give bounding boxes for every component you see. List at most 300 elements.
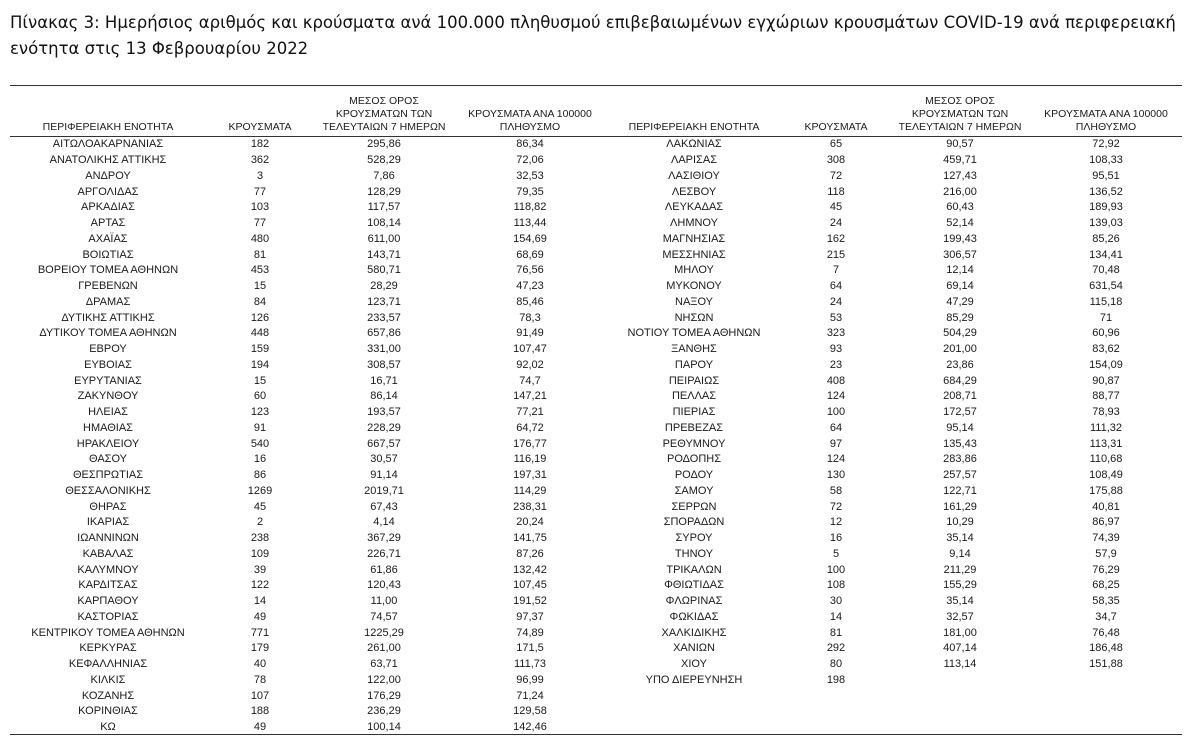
- cell-cases: 448: [250, 327, 270, 340]
- table-row: [10, 468, 606, 484]
- cell-region: ΑΝΑΤΟΛΙΚΗΣ ΑΤΤΙΚΗΣ: [49, 154, 167, 167]
- cell-avg7: 236,29: [367, 705, 401, 718]
- cell-per100k: 139,03: [1089, 217, 1123, 230]
- cell-avg7: 4,14: [373, 516, 395, 529]
- cell-region: ΧΑΝΙΩΝ: [673, 642, 715, 655]
- cell-cases: 72: [829, 500, 843, 513]
- cell-region: ΑΧΑΪΑΣ: [88, 232, 128, 245]
- table-row: [10, 578, 606, 594]
- cell-region: ΜΗΛΟΥ: [674, 264, 714, 277]
- cell-avg7: 407,14: [943, 642, 977, 655]
- table-row: [606, 137, 1182, 153]
- cell-per100k: 176,77: [513, 437, 547, 450]
- cell-per100k: 114,29: [513, 484, 547, 497]
- cell-avg7: 161,29: [943, 500, 977, 513]
- cell-avg7: 257,57: [943, 469, 977, 482]
- table-row: [10, 515, 606, 531]
- cell-per100k: 71: [1099, 311, 1113, 324]
- cell-region: ΙΚΑΡΙΑΣ: [86, 516, 130, 529]
- cell-cases: 64: [829, 421, 843, 434]
- table-row: [10, 688, 606, 704]
- cell-per100k: 72,06: [516, 154, 544, 167]
- table-row: [606, 673, 1182, 689]
- table-row: [606, 358, 1182, 374]
- table-row: [606, 468, 1182, 484]
- cell-avg7: 176,29: [367, 689, 401, 702]
- table-row: [10, 200, 606, 216]
- cell-cases: 118: [827, 185, 845, 198]
- table-row: [10, 137, 606, 153]
- table-row: [10, 436, 606, 452]
- cell-avg7: 16,71: [370, 374, 398, 387]
- cell-region: ΕΒΡΟΥ: [89, 343, 127, 356]
- table-row: [10, 216, 606, 232]
- table-left-half: [10, 86, 606, 736]
- cell-region: ΚΑΒΑΛΑΣ: [82, 547, 134, 560]
- cell-cases: 109: [250, 547, 270, 560]
- cell-region: ΥΠΟ ΔΙΕΡΕΥΝΗΣΗ: [645, 673, 743, 686]
- table-row: [606, 484, 1182, 500]
- table-row: [606, 610, 1182, 626]
- cell-cases: 323: [826, 327, 846, 340]
- cell-avg7: 61,86: [370, 563, 398, 576]
- cell-avg7: 331,00: [367, 343, 401, 356]
- cell-region: ΘΑΣΟΥ: [88, 453, 128, 466]
- cell-cases: 124: [826, 453, 846, 466]
- table-row: [606, 184, 1182, 200]
- cell-region: ΜΕΣΣΗΝΙΑΣ: [662, 248, 726, 261]
- cell-region: ΤΡΙΚΑΛΩΝ: [666, 563, 722, 576]
- cell-avg7: 504,29: [943, 327, 977, 340]
- cell-avg7: 120,43: [367, 579, 401, 592]
- cell-cases: 45: [829, 201, 843, 214]
- cell-region: ΚΩ: [100, 721, 116, 734]
- cell-region: ΠΕΛΛΑΣ: [671, 390, 717, 403]
- cell-region: ΝΟΤΙΟΥ ΤΟΜΕΑ ΑΘΗΝΩΝ: [627, 327, 761, 340]
- cell-per100k: 134,41: [1089, 248, 1123, 261]
- cell-avg7: 117,57: [367, 201, 401, 214]
- cell-per100k: 142,46: [513, 721, 547, 734]
- table-row: [606, 326, 1182, 342]
- cell-avg7: 127,43: [943, 169, 977, 182]
- cell-cases: 58: [829, 484, 843, 497]
- cell-region: ΑΝΔΡΟΥ: [85, 169, 131, 182]
- cell-per100k: [1030, 673, 1182, 689]
- cell-cases: 97: [829, 437, 843, 450]
- cell-avg7: 216,00: [943, 185, 977, 198]
- table-row: [606, 373, 1182, 389]
- cell-avg7: 100,14: [367, 721, 401, 734]
- table-row: [606, 295, 1182, 311]
- cell-cases: 179: [250, 642, 270, 655]
- cell-per100k: 108,49: [1089, 469, 1123, 482]
- cell-cases: 30: [829, 595, 843, 608]
- cell-region: ΚΕΝΤΡΙΚΟΥ ΤΟΜΕΑ ΑΘΗΝΩΝ: [31, 626, 185, 639]
- cell-region: ΛΑΣΙΘΙΟΥ: [668, 169, 720, 182]
- table-row: [10, 657, 606, 673]
- table-row: [606, 310, 1182, 326]
- cell-cases: 162: [826, 232, 846, 245]
- cell-per100k: 34,7: [1095, 610, 1117, 623]
- cell-region: ΗΡΑΚΛΕΙΟΥ: [76, 437, 140, 450]
- table-row: [606, 153, 1182, 169]
- cell-per100k: 154,09: [1089, 358, 1123, 371]
- cell-per100k: 107,47: [513, 343, 547, 356]
- table-row: [10, 704, 606, 720]
- cell-cases: 103: [250, 201, 270, 214]
- cell-per100k: 118,82: [513, 201, 547, 214]
- cell-region: ΤΗΝΟΥ: [674, 547, 714, 560]
- cell-region: ΔΡΑΜΑΣ: [85, 295, 131, 308]
- cell-cases: 65: [829, 138, 843, 151]
- cell-per100k: 129,58: [513, 705, 547, 718]
- cell-per100k: 70,48: [1092, 264, 1120, 277]
- table-row: [606, 578, 1182, 594]
- table-body-right: [606, 137, 1182, 689]
- cell-per100k: 85,46: [516, 295, 544, 308]
- table-row: [606, 657, 1182, 673]
- cell-region: ΡΟΔΟΠΗΣ: [666, 453, 722, 466]
- cell-per100k: 113,44: [513, 217, 547, 230]
- cell-per100k: 197,31: [513, 469, 547, 482]
- cell-per100k: 86,97: [1092, 516, 1120, 529]
- table-row: [606, 547, 1182, 563]
- cell-per100k: 91,49: [516, 327, 544, 340]
- header-per100k: ΚΡΟΥΣΜΑΤΑ ΑΝΑ 100000 ΠΛΗΘΥΣΜΟ: [1030, 86, 1182, 137]
- table-row: [10, 452, 606, 468]
- cell-cases: 49: [253, 610, 267, 623]
- cell-cases: 100: [826, 406, 846, 419]
- cell-avg7: 113,14: [943, 658, 977, 671]
- table-row: [10, 310, 606, 326]
- cell-cases: 3: [256, 169, 264, 182]
- table-row: [10, 594, 606, 610]
- cell-avg7: 90,57: [946, 138, 974, 151]
- cell-per100k: 47,23: [516, 280, 544, 293]
- table-row: [606, 247, 1182, 263]
- table-row: [10, 232, 606, 248]
- cell-cases: 362: [250, 154, 270, 167]
- cell-cases: 72: [829, 169, 843, 182]
- cell-per100k: 60,96: [1092, 327, 1120, 340]
- cell-avg7: 367,29: [367, 532, 401, 545]
- cell-per100k: 186,48: [1089, 642, 1123, 655]
- cell-per100k: 85,26: [1092, 232, 1120, 245]
- cell-region: ΠΑΡΟΥ: [674, 358, 714, 371]
- cell-region: ΦΩΚΙΔΑΣ: [669, 610, 719, 623]
- cell-cases: 24: [829, 217, 843, 230]
- cell-per100k: 141,75: [513, 532, 547, 545]
- cell-avg7: 226,71: [367, 547, 401, 560]
- cell-region: ΜΑΓΝΗΣΙΑΣ: [662, 232, 726, 245]
- cell-cases: 1269: [247, 484, 273, 497]
- cell-region: ΜΥΚΟΝΟΥ: [666, 280, 722, 293]
- cell-region: ΣΥΡΟΥ: [675, 532, 713, 545]
- table-row: [606, 279, 1182, 295]
- table-row: [10, 720, 606, 736]
- cell-avg7: 7,86: [373, 169, 395, 182]
- table-row: [10, 263, 606, 279]
- cell-avg7: 60,43: [946, 201, 974, 214]
- cell-per100k: 96,99: [516, 673, 544, 686]
- cell-avg7: 63,71: [370, 658, 398, 671]
- cell-avg7: 611,00: [367, 232, 401, 245]
- cell-per100k: 32,53: [516, 169, 544, 182]
- cell-avg7: 91,14: [370, 469, 398, 482]
- cell-cases: 308: [826, 154, 846, 167]
- cell-region: ΔΥΤΙΚΟΥ ΤΟΜΕΑ ΑΘΗΝΩΝ: [39, 327, 177, 340]
- cell-cases: 80: [829, 658, 843, 671]
- table-row: [10, 484, 606, 500]
- cell-cases: 122: [250, 579, 270, 592]
- cell-avg7: 306,57: [943, 248, 977, 261]
- cell-region: ΛΑΚΩΝΙΑΣ: [666, 138, 722, 151]
- cell-per100k: 111,73: [513, 658, 546, 671]
- cell-cases: 15: [253, 374, 267, 387]
- cell-region: ΗΛΕΙΑΣ: [88, 406, 128, 419]
- cell-region: ΠΕΙΡΑΙΩΣ: [668, 374, 720, 387]
- cell-cases: 12: [829, 516, 843, 529]
- cell-per100k: 111,32: [1089, 421, 1122, 434]
- cell-per100k: 77,21: [516, 406, 544, 419]
- table-right-half: [606, 86, 1182, 688]
- table-row: [10, 342, 606, 358]
- table-row: [606, 436, 1182, 452]
- cell-cases: 100: [826, 563, 846, 576]
- cell-cases: 77: [253, 217, 267, 230]
- cell-cases: 7: [832, 264, 840, 277]
- cell-region: ΧΙΟΥ: [681, 658, 707, 671]
- cell-region: ΕΥΡΥΤΑΝΙΑΣ: [74, 374, 142, 387]
- cell-region: ΚΙΛΚΙΣ: [90, 673, 126, 686]
- cell-cases: 194: [250, 358, 270, 371]
- cell-cases: 49: [253, 721, 267, 734]
- cell-avg7: 32,57: [946, 610, 974, 623]
- table-row: [10, 405, 606, 421]
- table-row: [10, 673, 606, 689]
- cell-avg7: 69,14: [946, 280, 974, 293]
- cell-cases: 480: [250, 232, 270, 245]
- cell-region: ΑΡΚΑΔΙΑΣ: [81, 201, 135, 214]
- cell-cases: 292: [826, 642, 846, 655]
- cell-per100k: 132,42: [513, 563, 547, 576]
- cell-per100k: 76,48: [1092, 626, 1120, 639]
- cell-per100k: 147,21: [513, 390, 547, 403]
- cell-region: ΚΑΡΠΑΘΟΥ: [77, 595, 139, 608]
- cell-region: ΛΕΥΚΑΔΑΣ: [664, 201, 724, 214]
- table-row: [606, 515, 1182, 531]
- cell-region: ΘΗΡΑΣ: [89, 500, 127, 513]
- cell-region: ΚΑΣΤΟΡΙΑΣ: [77, 610, 139, 623]
- cell-avg7: 657,86: [367, 327, 401, 340]
- cell-avg7: 233,57: [367, 311, 401, 324]
- table-row: [10, 499, 606, 515]
- cell-per100k: 108,33: [1089, 154, 1123, 167]
- cell-region: ΚΕΦΑΛΛΗΝΙΑΣ: [68, 658, 148, 671]
- table-row: [10, 184, 606, 200]
- cell-cases: 408: [826, 374, 846, 387]
- cell-per100k: 154,69: [513, 232, 547, 245]
- cell-cases: 124: [826, 390, 846, 403]
- cell-cases: 771: [250, 626, 270, 639]
- table-row: [10, 547, 606, 563]
- cell-region: ΒΟΙΩΤΙΑΣ: [82, 248, 134, 261]
- cell-avg7: 261,00: [367, 642, 401, 655]
- cell-region: ΑΙΤΩΛΟΑΚΑΡΝΑΝΙΑΣ: [52, 138, 164, 151]
- cell-cases: 53: [829, 311, 843, 324]
- cell-avg7: 11,00: [370, 595, 398, 608]
- table-row: [606, 232, 1182, 248]
- cell-avg7: 23,86: [946, 358, 974, 371]
- table-row: [606, 499, 1182, 515]
- cell-avg7: 155,29: [943, 579, 977, 592]
- cell-avg7: 295,86: [367, 138, 401, 151]
- cell-region: ΚΑΡΔΙΤΣΑΣ: [78, 579, 138, 592]
- table-row: [10, 373, 606, 389]
- cell-per100k: 76,29: [1092, 563, 1120, 576]
- cell-per100k: 97,37: [516, 610, 544, 623]
- cell-region: ΖΑΚΥΝΘΟΥ: [77, 390, 139, 403]
- table-row: [10, 153, 606, 169]
- cell-region: ΡΟΔΟΥ: [674, 469, 714, 482]
- cell-region: ΑΡΓΟΛΙΔΑΣ: [77, 185, 139, 198]
- header-region: ΠΕΡΙΦΕΡΕΙΑΚΗ ΕΝΟΤΗΤΑ: [606, 86, 782, 137]
- cell-per100k: 72,92: [1092, 138, 1120, 151]
- header-per100k: ΚΡΟΥΣΜΑΤΑ ΑΝΑ 100000 ΠΛΗΘΥΣΜΟ: [454, 86, 606, 137]
- cell-per100k: 191,52: [513, 595, 547, 608]
- cell-avg7: 12,14: [946, 264, 974, 277]
- cell-cases: 39: [253, 563, 267, 576]
- cell-per100k: 151,88: [1089, 658, 1123, 671]
- cell-per100k: 71,24: [516, 689, 544, 702]
- cell-per100k: 74,7: [519, 374, 541, 387]
- cell-cases: 159: [250, 343, 270, 356]
- cell-cases: 130: [826, 469, 846, 482]
- table-row: [606, 216, 1182, 232]
- cell-avg7: 228,29: [367, 421, 401, 434]
- header-cases: ΚΡΟΥΣΜΑΤΑ: [206, 86, 314, 137]
- cell-avg7: 143,71: [367, 248, 401, 261]
- table-row: [10, 247, 606, 263]
- table-row: [606, 452, 1182, 468]
- cell-cases: 81: [253, 248, 267, 261]
- cell-cases: 86: [253, 469, 267, 482]
- cell-cases: 198: [826, 673, 846, 686]
- cell-per100k: 110,68: [1089, 453, 1123, 466]
- cell-cases: 126: [250, 311, 270, 324]
- cell-per100k: 83,62: [1092, 343, 1120, 356]
- cell-region: ΣΕΡΡΩΝ: [671, 500, 717, 513]
- cell-cases: 14: [829, 610, 843, 623]
- covid-cases-table: [10, 85, 1182, 735]
- cell-per100k: 58,35: [1092, 595, 1120, 608]
- cell-cases: 108: [826, 579, 846, 592]
- cell-avg7: 10,29: [946, 516, 974, 529]
- cell-region: ΦΘΙΩΤΙΔΑΣ: [664, 579, 724, 592]
- cell-avg7: 28,29: [370, 280, 398, 293]
- cell-per100k: 64,72: [516, 421, 544, 434]
- cell-cases: 78: [253, 673, 267, 686]
- table-body-left: [10, 137, 606, 736]
- table-row: [606, 625, 1182, 641]
- cell-avg7: 47,29: [946, 295, 974, 308]
- table-caption: Πίνακας 3: Ημερήσιος αριθμός και κρούσματα ανά 100.000 πληθυσμού επιβεβαιωμένων εγχώριων κρουσμάτων COVID-19 ανά περιφερειακή ενότητα στις 13 Φεβρουαρίου 2022: [10, 13, 1176, 58]
- table-row: [606, 169, 1182, 185]
- cell-avg7: [890, 673, 1030, 689]
- cell-avg7: 1225,29: [364, 626, 404, 639]
- table-row: [606, 389, 1182, 405]
- cell-cases: 81: [829, 626, 843, 639]
- cell-region: ΚΟΖΑΝΗΣ: [81, 689, 135, 702]
- table-row: [10, 531, 606, 547]
- cell-cases: 215: [826, 248, 846, 261]
- cell-per100k: 175,88: [1089, 484, 1123, 497]
- cell-region: ΘΕΣΠΡΩΤΙΑΣ: [72, 469, 144, 482]
- table-row: [606, 405, 1182, 421]
- cell-per100k: 238,31: [513, 500, 547, 513]
- table-row: [606, 263, 1182, 279]
- table-row: [10, 641, 606, 657]
- header-row: [10, 86, 606, 137]
- cell-region: ΠΡΕΒΕΖΑΣ: [664, 421, 724, 434]
- cell-cases: 453: [250, 264, 270, 277]
- cell-region: ΧΑΛΚΙΔΙΚΗΣ: [661, 626, 727, 639]
- table-row: [10, 358, 606, 374]
- cell-per100k: 74,89: [516, 626, 544, 639]
- cell-region: ΦΛΩΡΙΝΑΣ: [665, 595, 723, 608]
- cell-avg7: 123,71: [367, 295, 401, 308]
- table-row: [606, 342, 1182, 358]
- cell-cases: 84: [253, 295, 267, 308]
- cell-cases: 60: [253, 390, 267, 403]
- cell-cases: 5: [832, 547, 840, 560]
- cell-region: ΣΠΟΡΑΔΩΝ: [663, 516, 725, 529]
- cell-per100k: 631,54: [1089, 280, 1123, 293]
- cell-avg7: 122,71: [943, 484, 977, 497]
- cell-avg7: 528,29: [367, 154, 401, 167]
- table-row: [10, 625, 606, 641]
- cell-avg7: 108,14: [367, 217, 401, 230]
- cell-per100k: 116,19: [513, 453, 547, 466]
- cell-avg7: 667,57: [367, 437, 401, 450]
- cell-avg7: 193,57: [367, 406, 401, 419]
- table-row: [606, 641, 1182, 657]
- cell-avg7: 308,57: [367, 358, 401, 371]
- cell-avg7: 172,57: [943, 406, 977, 419]
- table-row: [10, 169, 606, 185]
- cell-avg7: 135,43: [943, 437, 977, 450]
- cell-cases: 540: [250, 437, 270, 450]
- cell-cases: 107: [250, 689, 270, 702]
- cell-cases: 45: [253, 500, 267, 513]
- cell-cases: 40: [253, 658, 267, 671]
- table-row: [10, 610, 606, 626]
- cell-per100k: 68,69: [516, 248, 544, 261]
- cell-region: ΡΕΘΥΜΝΟΥ: [662, 437, 726, 450]
- cell-avg7: 52,14: [946, 217, 974, 230]
- cell-avg7: 74,57: [370, 610, 398, 623]
- cell-avg7: 208,71: [943, 390, 977, 403]
- cell-avg7: 86,14: [370, 390, 398, 403]
- cell-avg7: 684,29: [943, 374, 977, 387]
- cell-per100k: 87,26: [516, 547, 544, 560]
- table-row: [10, 295, 606, 311]
- cell-cases: 23: [829, 358, 843, 371]
- cell-per100k: 113,31: [1089, 437, 1123, 450]
- cell-region: ΠΙΕΡΙΑΣ: [672, 406, 716, 419]
- table-row: [606, 531, 1182, 547]
- cell-region: ΛΑΡΙΣΑΣ: [670, 154, 717, 167]
